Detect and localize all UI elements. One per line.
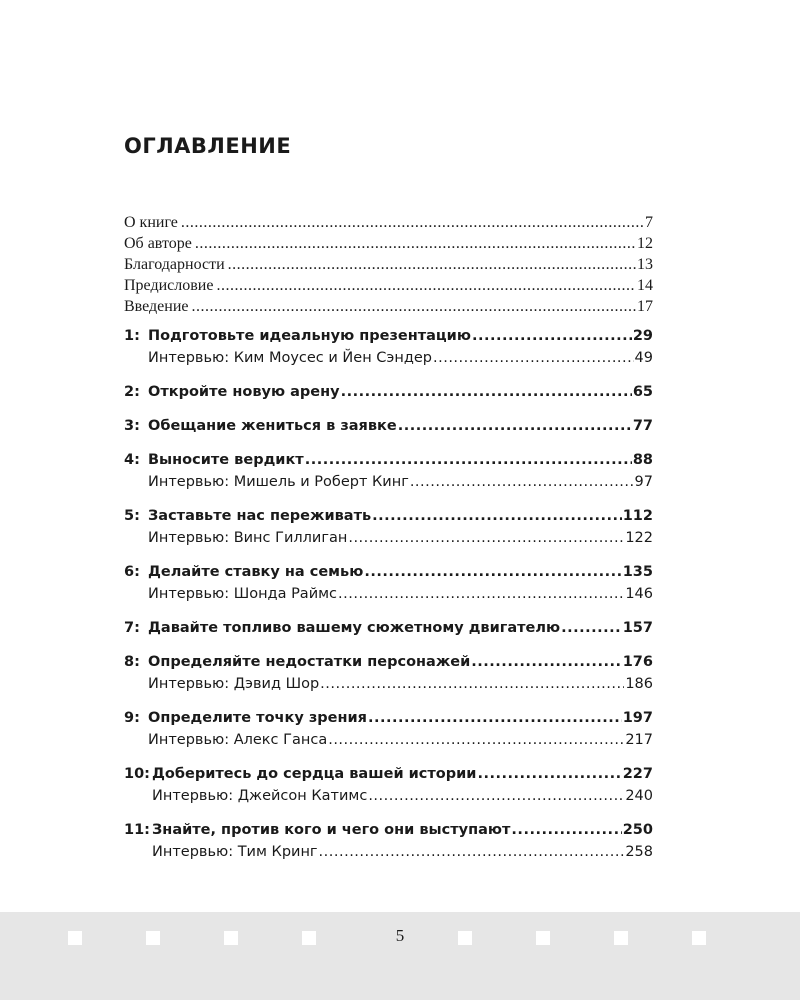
- chapter-page: 65: [632, 384, 653, 400]
- chapter-page: 176: [622, 654, 653, 670]
- dot-leader: [228, 254, 636, 275]
- toc-chapter-3[interactable]: [124, 415, 653, 437]
- interview-page: 49: [634, 350, 653, 366]
- interview-page: 97: [634, 474, 653, 490]
- interview-label: Интервью: Дэвид Шор: [148, 676, 320, 692]
- dot-leader: [320, 673, 624, 695]
- dot-leader: [364, 561, 621, 583]
- toc-entry-page: 13: [637, 256, 653, 273]
- interview-page: 122: [625, 530, 653, 546]
- toc-entry-label: Введение: [124, 298, 189, 315]
- dot-leader: [398, 415, 632, 437]
- toc-chapter-7[interactable]: [124, 617, 653, 639]
- chapter-title: Откройте новую арену: [148, 384, 340, 400]
- page-title: ОГЛАВЛЕНИЕ: [124, 134, 292, 158]
- chapter-page: 77: [632, 418, 653, 434]
- chapter-number: 8:: [124, 654, 140, 670]
- interview-label: Интервью: Тим Кринг: [152, 844, 318, 860]
- chapter-number: 9:: [124, 710, 140, 726]
- chapter-page: 135: [622, 564, 653, 580]
- toc-chapter-10[interactable]: [124, 763, 653, 785]
- chapter-number: 11:: [124, 822, 150, 838]
- chapter-page: 197: [622, 710, 653, 726]
- chapter-number: 2:: [124, 384, 140, 400]
- interview-page: 186: [625, 676, 653, 692]
- toc-entry-page: 12: [637, 235, 653, 252]
- dot-leader: [433, 347, 634, 369]
- toc-interview-8[interactable]: [124, 673, 653, 695]
- chapter-page: 157: [622, 620, 653, 636]
- footer-square-decoration: [536, 931, 550, 945]
- toc-interview-1[interactable]: [124, 347, 653, 369]
- toc-entry-label: Благодарности: [124, 256, 225, 273]
- interview-page: 258: [625, 844, 653, 860]
- chapter-title: Определяйте недостатки персонажей: [148, 654, 471, 670]
- chapter-number: 6:: [124, 564, 140, 580]
- page-number: 5: [395, 926, 405, 945]
- chapter-page: 88: [632, 452, 653, 468]
- toc-chapter-5[interactable]: [124, 505, 653, 527]
- dot-leader: [368, 707, 622, 729]
- dot-leader: [319, 841, 625, 863]
- interview-page: 217: [625, 732, 653, 748]
- toc-entry-page: 14: [637, 277, 653, 294]
- interview-label: Интервью: Джейсон Катимс: [152, 788, 368, 804]
- toc-chapter-4[interactable]: [124, 449, 653, 471]
- chapter-title: Давайте топливо вашему сюжетному двигателю: [148, 620, 561, 636]
- interview-label: Интервью: Винс Гиллиган: [148, 530, 348, 546]
- toc-chapter-2[interactable]: [124, 381, 653, 403]
- table-of-contents: [124, 212, 653, 863]
- toc-entry-introduction[interactable]: [124, 296, 653, 317]
- chapter-title: Знайте, против кого и чего они выступают: [152, 822, 511, 838]
- footer-square-decoration: [458, 931, 472, 945]
- dot-leader: [305, 449, 632, 471]
- toc-entry-label: Предисловие: [124, 277, 214, 294]
- dot-leader: [372, 505, 622, 527]
- chapter-number: 10:: [124, 766, 150, 782]
- dot-leader: [348, 527, 624, 549]
- footer-square-decoration: [692, 931, 706, 945]
- toc-entry-label: Об авторе: [124, 235, 192, 252]
- dot-leader: [472, 325, 632, 347]
- dot-leader: [471, 651, 621, 673]
- interview-label: Интервью: Ким Моусес и Йен Сэндер: [148, 350, 432, 366]
- toc-entry-about-author[interactable]: [124, 233, 653, 254]
- chapter-page: 29: [632, 328, 653, 344]
- toc-entry-label: О книге: [124, 214, 178, 231]
- chapter-title: Подготовьте идеальную презентацию: [148, 328, 471, 344]
- toc-chapter-1[interactable]: [124, 325, 653, 347]
- toc-interview-10[interactable]: [124, 785, 653, 807]
- dot-leader: [216, 275, 636, 296]
- dot-leader: [328, 729, 624, 751]
- toc-entry-page: 17: [637, 298, 653, 315]
- dot-leader: [195, 233, 636, 254]
- chapter-title: Делайте ставку на семью: [148, 564, 364, 580]
- dot-leader: [368, 785, 624, 807]
- page-footer: [0, 912, 800, 1000]
- chapter-title: Выносите вердикт: [148, 452, 304, 468]
- toc-entry-foreword[interactable]: [124, 275, 653, 296]
- dot-leader: [192, 296, 637, 317]
- chapter-number: 1:: [124, 328, 140, 344]
- chapter-number: 4:: [124, 452, 140, 468]
- chapter-number: 5:: [124, 508, 140, 524]
- toc-interview-5[interactable]: [124, 527, 653, 549]
- interview-label: Интервью: Алекс Ганса: [148, 732, 328, 748]
- toc-interview-4[interactable]: [124, 471, 653, 493]
- dot-leader: [477, 763, 621, 785]
- toc-chapter-8[interactable]: [124, 651, 653, 673]
- chapter-page: 112: [622, 508, 653, 524]
- dot-leader: [410, 471, 634, 493]
- chapter-number: 3:: [124, 418, 140, 434]
- chapter-title: Определите точку зрения: [148, 710, 367, 726]
- chapter-title: Доберитесь до сердца вашей истории: [152, 766, 477, 782]
- toc-chapter-9[interactable]: [124, 707, 653, 729]
- dot-leader: [181, 212, 644, 233]
- toc-interview-11[interactable]: [124, 841, 653, 863]
- toc-entry-about-book[interactable]: [124, 212, 653, 233]
- chapter-title: Обещание жениться в заявке: [148, 418, 397, 434]
- dot-leader: [341, 381, 632, 403]
- toc-chapter-11[interactable]: [124, 819, 653, 841]
- chapter-title: Заставьте нас переживать: [148, 508, 372, 524]
- dot-leader: [561, 617, 622, 639]
- toc-interview-9[interactable]: [124, 729, 653, 751]
- interview-page: 240: [625, 788, 653, 804]
- toc-chapter-6[interactable]: [124, 561, 653, 583]
- interview-page: 146: [625, 586, 653, 602]
- chapter-page: 227: [622, 766, 653, 782]
- dot-leader: [511, 819, 621, 841]
- dot-leader: [338, 583, 624, 605]
- chapter-number: 7:: [124, 620, 140, 636]
- toc-entry-acknowledgements[interactable]: [124, 254, 653, 275]
- toc-interview-6[interactable]: [124, 583, 653, 605]
- interview-label: Интервью: Шонда Раймс: [148, 586, 338, 602]
- interview-label: Интервью: Мишель и Роберт Кинг: [148, 474, 409, 490]
- toc-entry-page: 7: [645, 214, 653, 231]
- footer-square-decoration: [614, 931, 628, 945]
- chapter-page: 250: [622, 822, 653, 838]
